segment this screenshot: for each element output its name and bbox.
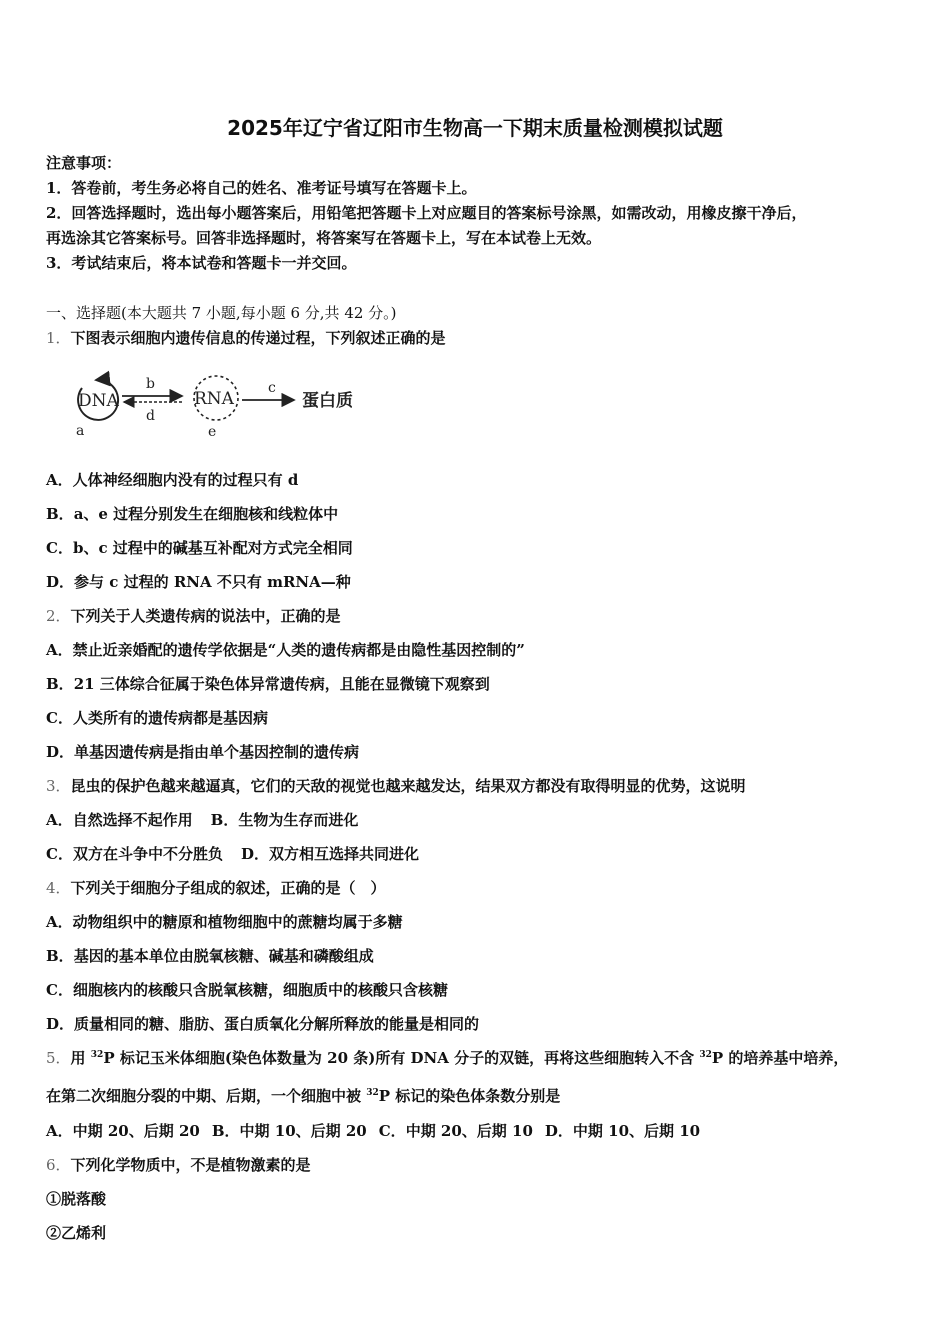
question-6: 6．下列化学物质中，不是植物激素的是: [46, 1156, 311, 1174]
notice-heading: 注意事项：: [46, 154, 122, 172]
rna-label: RNA: [194, 389, 234, 409]
q3-option-a: A．自然选择不起作用: [46, 811, 193, 829]
q1-option-d: D．参与 c 过程的 RNA 不只有 mRNA—种: [46, 573, 351, 591]
q2-option-d: D．单基因遗传病是指由单个基因控制的遗传病: [46, 743, 360, 761]
q1-option-c: C．b、c 过程中的碱基互补配对方式完全相同: [46, 539, 353, 557]
notice-item-2-cont: 再选涂其它答案标号。回答非选择题时，将答案写在答题卡上，写在本试卷上无效。: [46, 229, 602, 247]
q3-option-d: D．双方相互选择共同进化: [240, 845, 419, 863]
question-number: 1．: [46, 329, 71, 347]
process-a-label: a: [76, 423, 85, 439]
process-b-label: b: [146, 376, 155, 392]
process-e-label: e: [208, 424, 217, 440]
page-title: 2025年辽宁省辽阳市生物高一下期末质量检测模拟试题: [227, 116, 723, 140]
q1-option-b: B．a、e 过程分别发生在细胞核和线粒体中: [46, 505, 339, 523]
q3-options-row-1: [46, 809, 358, 830]
notice-item-1: 1．答卷前，考生务必将自己的姓名、准考证号填写在答题卡上。: [46, 179, 477, 197]
question-5-cont: 在第二次细胞分裂的中期、后期，一个细胞中被 $^{32}$P 标记的染色体条数分别是: [46, 1087, 561, 1105]
question-4: 4．下列关于细胞分子组成的叙述，正确的是（ ）: [46, 879, 386, 897]
q4-option-c: C．细胞核内的核酸只含脱氧核糖，细胞质中的核酸只含核糖: [46, 981, 448, 999]
section-heading: 一、选择题(本大题共 7 小题,每小题 6 分,共 42 分。): [46, 304, 397, 322]
q4-option-d: D．质量相同的糖、脂肪、蛋白质氧化分解所释放的能量是相同的: [46, 1015, 480, 1033]
question-1: [46, 327, 446, 348]
q5-option-d: D．中期 10、后期 10: [544, 1122, 701, 1140]
question-text: 下图表示细胞内遗传信息的传递过程，下列叙述正确的是: [70, 329, 446, 347]
process-c-label: c: [268, 380, 276, 396]
genetic-info-flow-diagram: [44, 360, 384, 440]
q1-option-a: A．人体神经细胞内没有的过程只有 d: [46, 471, 299, 489]
q3-option-b: B．生物为生存而进化: [210, 811, 359, 829]
notice-item-3: 3．考试结束后，将本试卷和答题卡一并交回。: [46, 254, 357, 272]
q3-option-c: C．双方在斗争中不分胜负: [46, 845, 223, 863]
q4-option-b: B．基因的基本单位由脱氧核糖、碱基和磷酸组成: [46, 947, 374, 965]
protein-label: 蛋白质: [302, 391, 353, 411]
process-d-label: d: [146, 408, 155, 424]
q3-options-row-2: [46, 843, 419, 864]
q6-item-1: ①脱落酸: [46, 1190, 107, 1208]
question-5: 5．用 $^{32}$P 标记玉米体细胞(染色体数量为 20 条)所有 DNA 分子的双链，再将这些细胞转入不含 $^{32}$P 的培养基中培养，: [46, 1049, 849, 1067]
q5-option-a: A．中期 20、后期 20: [46, 1122, 200, 1140]
q2-option-b: B．21 三体综合征属于染色体异常遗传病，且能在显微镜下观察到: [46, 675, 490, 693]
question-2: 2．下列关于人类遗传病的说法中，正确的是: [46, 607, 341, 625]
q2-option-a: A．禁止近亲婚配的遗传学依据是“人类的遗传病都是由隐性基因控制的”: [46, 641, 525, 659]
q5-options-row: [46, 1120, 700, 1141]
q5-option-b: B．中期 10、后期 20: [211, 1122, 367, 1140]
notice-item-2: 2．回答选择题时，选出每小题答案后，用铅笔把答题卡上对应题目的答案标号涂黑，如需改动，用橡皮擦干净后，: [46, 204, 807, 222]
q2-option-c: C．人类所有的遗传病都是基因病: [46, 709, 268, 727]
dna-label: DNA: [78, 391, 119, 411]
q5-option-c: C．中期 20、后期 10: [378, 1122, 533, 1140]
question-3: 3．昆虫的保护色越来越逼真，它们的天敌的视觉也越来越发达，结果双方都没有取得明显的优势，这说明: [46, 777, 746, 795]
q4-option-a: A．动物组织中的糖原和植物细胞中的蔗糖均属于多糖: [46, 913, 403, 931]
q6-item-2: ②乙烯利: [46, 1224, 107, 1242]
